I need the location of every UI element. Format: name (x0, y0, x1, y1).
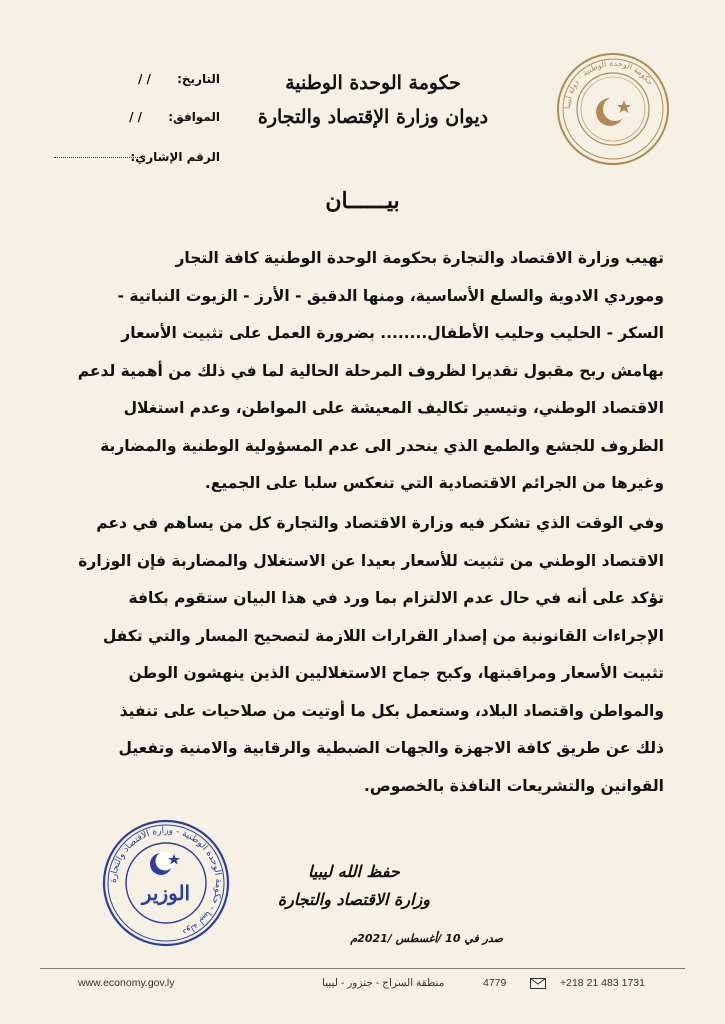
footer-po-box: 4779 (483, 977, 507, 989)
footer-website: www.economy.gov.ly (78, 977, 175, 989)
paragraph-line: والمواطن واقتصاد البلاد، وستعمل بكل ما أوتيت من صلاحيات على تنفيذ (119, 701, 664, 720)
date-value: / / (137, 72, 151, 86)
paragraph-line: تثبيت الأسعار ومراقبتها، وكبح جماح الاستغلاليين الذين ينهشون الوطن (128, 664, 664, 682)
issue-date: صدر في 10 /أغسطس /2021م (350, 932, 503, 945)
paragraph-1 (62, 240, 664, 503)
paragraph-line: ذلك عن طريق كافة الاجهزة والجهات الضبطية والرقابية والامنية وتفعيل (118, 739, 664, 757)
paragraph-line: تؤكد على أنه في حال عدم الالتزام بما ورد في هذا البيان ستقوم بكافة (128, 589, 664, 607)
stamp-center-text: الوزير (141, 881, 191, 905)
paragraph-2 (62, 505, 664, 805)
footer-divider (40, 968, 685, 969)
government-name: حكومة الوحدة الوطنية (285, 72, 461, 94)
emblem-ring-text: حكومة الوحدة الوطنية - دولة ليبيا (562, 58, 656, 110)
reference-label: الرقم الإشاري: (130, 150, 220, 164)
paragraph-line: الاقتصاد الوطني من تثبيت للأسعار بعيدا عن الاستغلال والمضاربة فإن الوزارة (78, 551, 664, 570)
paragraph-line: السكر - الحليب وحليب الأطفال........ بضرورة العمل على تثبيت الأسعار (121, 324, 664, 342)
paragraph-line: وغيرها من الجرائم الاقتصادية التي تنعكس سلبا على الجميع. (204, 474, 664, 492)
ministry-stamp-icon (100, 818, 232, 948)
date-row (138, 72, 220, 86)
paragraph-line: الإجراءات القانونية من إصدار القرارات اللازمة لتصحيح المسار والتي تكفل (102, 626, 664, 645)
paragraph-line: الظروف للجشع والطمع الذي ينحدر الى عدم المسؤولية الوطنية والمضاربة (100, 436, 664, 455)
corresponding-value: / / (129, 110, 143, 124)
paragraph-line: بهامش ربح مقبول تقديرا لظروف المرحلة الحالية لما في ذلك من أهمية لدعم (77, 361, 664, 380)
state-emblem-icon (556, 52, 670, 166)
paragraph-line: تهيب وزارة الاقتصاد والتجارة بحكومة الوحدة الوطنية كافة التجار (175, 249, 664, 267)
paragraph-line: القوانين والتشريعات النافذة بالخصوص. (364, 776, 664, 795)
reference-row (130, 150, 220, 164)
paragraph-line: وفي الوقت الذي تشكر فيه وزارة الاقتصاد والتجارة كل من يساهم في دعم (96, 514, 664, 532)
footer-phone: +218 21 483 1731 (560, 977, 645, 989)
paragraph-line: وموردي الادوية والسلع الأساسية، ومنها الدقيق - الأرز - الزيوت النباتية - (117, 286, 664, 305)
date-label: التاريخ: (177, 72, 220, 86)
closing-line: حفظ الله ليبيا (307, 862, 400, 881)
mail-icon (530, 978, 546, 989)
signature-block (278, 858, 430, 914)
paragraph-line: الاقتصاد الوطني، وتيسير تكاليف المعيشة على المواطن، وعدم استغلال (123, 399, 664, 417)
header-title (243, 66, 503, 134)
corresponding-label: الموافق: (168, 110, 220, 124)
stamp-ring-text: دولة ليبيا - حكومة الوحدة الوطنية - وزارة الاقتصاد والتجارة (108, 825, 224, 937)
corresponding-date-row (129, 110, 220, 124)
ministry-signature: وزارة الاقتصاد والتجارة (277, 890, 430, 909)
footer-address: منطقة السراج - جنزور - ليبيا (322, 977, 445, 989)
ministry-name: ديوان وزارة الإقتصاد والتجارة (257, 106, 489, 128)
statement-title: بيــــــان (325, 188, 400, 214)
reference-number-line (54, 157, 140, 158)
